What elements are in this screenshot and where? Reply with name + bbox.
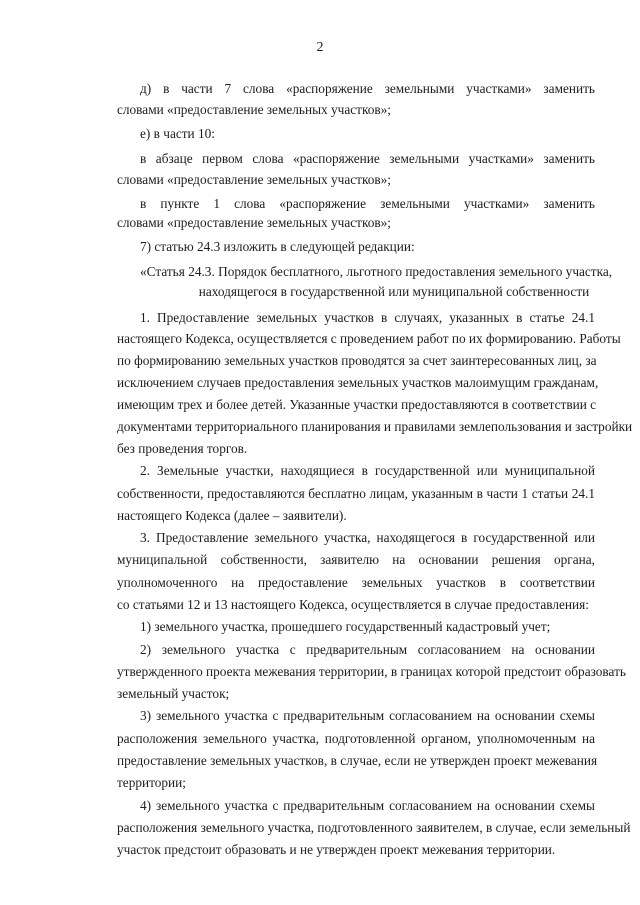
text-line: в абзаце первом слова «распоряжение земельными участками» заменить	[140, 151, 595, 166]
text-line: предоставление земельных участков, в случае, если не утвержден проект межевания	[117, 753, 598, 768]
text-line: уполномоченного на предоставление земельных участков в соответствии	[117, 575, 595, 590]
text-line: находящегося в государственной или муниципальной собственности	[198, 284, 590, 299]
text-line: имеющим трех и более детей. Указанные участки предоставляются в соответствии с	[117, 397, 597, 412]
text-line: со статьями 12 и 13 настоящего Кодекса, осуществляется в случае предоставления:	[117, 597, 589, 612]
text-line: утвержденного проекта межевания территории, в границах которой предстоит образовать	[117, 664, 626, 679]
text-line: 2. Земельные участки, находящиеся в государственной или муниципальной	[140, 463, 595, 478]
text-line: муниципальной собственности, заявителю на основании решения органа,	[117, 552, 595, 567]
text-line: территории;	[117, 775, 186, 790]
text-line: исключением случаев предоставления земельных участков малоимущим гражданам,	[117, 375, 599, 390]
text-line: е) в части 10:	[140, 126, 215, 141]
text-line: 3. Предоставление земельного участка, находящегося в государственной или	[140, 530, 595, 545]
text-line: словами «предоставление земельных участков»;	[117, 102, 392, 117]
text-line: 2) земельного участка с предварительным согласованием на основании	[140, 642, 595, 657]
text-line: 1. Предоставление земельных участков в случаях, указанных в статье 24.1	[140, 310, 595, 325]
page-number: 2	[316, 40, 324, 55]
text-line: участок предстоит образовать и не утвержден проект межевания территории.	[117, 842, 556, 857]
text-line: расположения земельного участка, подготовленной органом, уполномоченным на	[117, 731, 595, 746]
text-line: словами «предоставление земельных участков»;	[117, 215, 392, 230]
text-line: в пункте 1 слова «распоряжение земельными участками» заменить	[140, 196, 595, 211]
text-line: настоящего Кодекса (далее – заявители).	[117, 508, 347, 523]
text-line: земельный участок;	[117, 686, 230, 701]
text-line: собственности, предоставляются бесплатно лицам, указанным в части 1 статьи 24.1	[117, 486, 595, 501]
text-line: 1) земельного участка, прошедшего государственный кадастровый учет;	[140, 619, 551, 634]
text-line: по формированию земельных участков проводятся за счет заинтересованных лиц, за	[117, 353, 597, 368]
text-line: 4) земельного участка с предварительным согласованием на основании схемы	[140, 798, 595, 813]
text-line: 3) земельного участка с предварительным согласованием на основании схемы	[140, 708, 595, 723]
text-line: документами территориального планирования и правилами землепользования и застройки	[117, 419, 633, 434]
text-line: без проведения торгов.	[117, 441, 248, 456]
text-line: 7) статью 24.3 изложить в следующей редакции:	[140, 239, 415, 254]
text-line: расположения земельного участка, подготовленного заявителем, в случае, если земельный	[117, 820, 631, 835]
text-line: д) в части 7 слова «распоряжение земельными участками» заменить	[140, 81, 595, 96]
text-line: «Статья 24.3. Порядок бесплатного, льготного предоставления земельного участка,	[140, 264, 613, 279]
text-line: настоящего Кодекса, осуществляется с проведением работ по их формированию. Работы	[117, 331, 621, 346]
text-line: словами «предоставление земельных участков»;	[117, 172, 392, 187]
